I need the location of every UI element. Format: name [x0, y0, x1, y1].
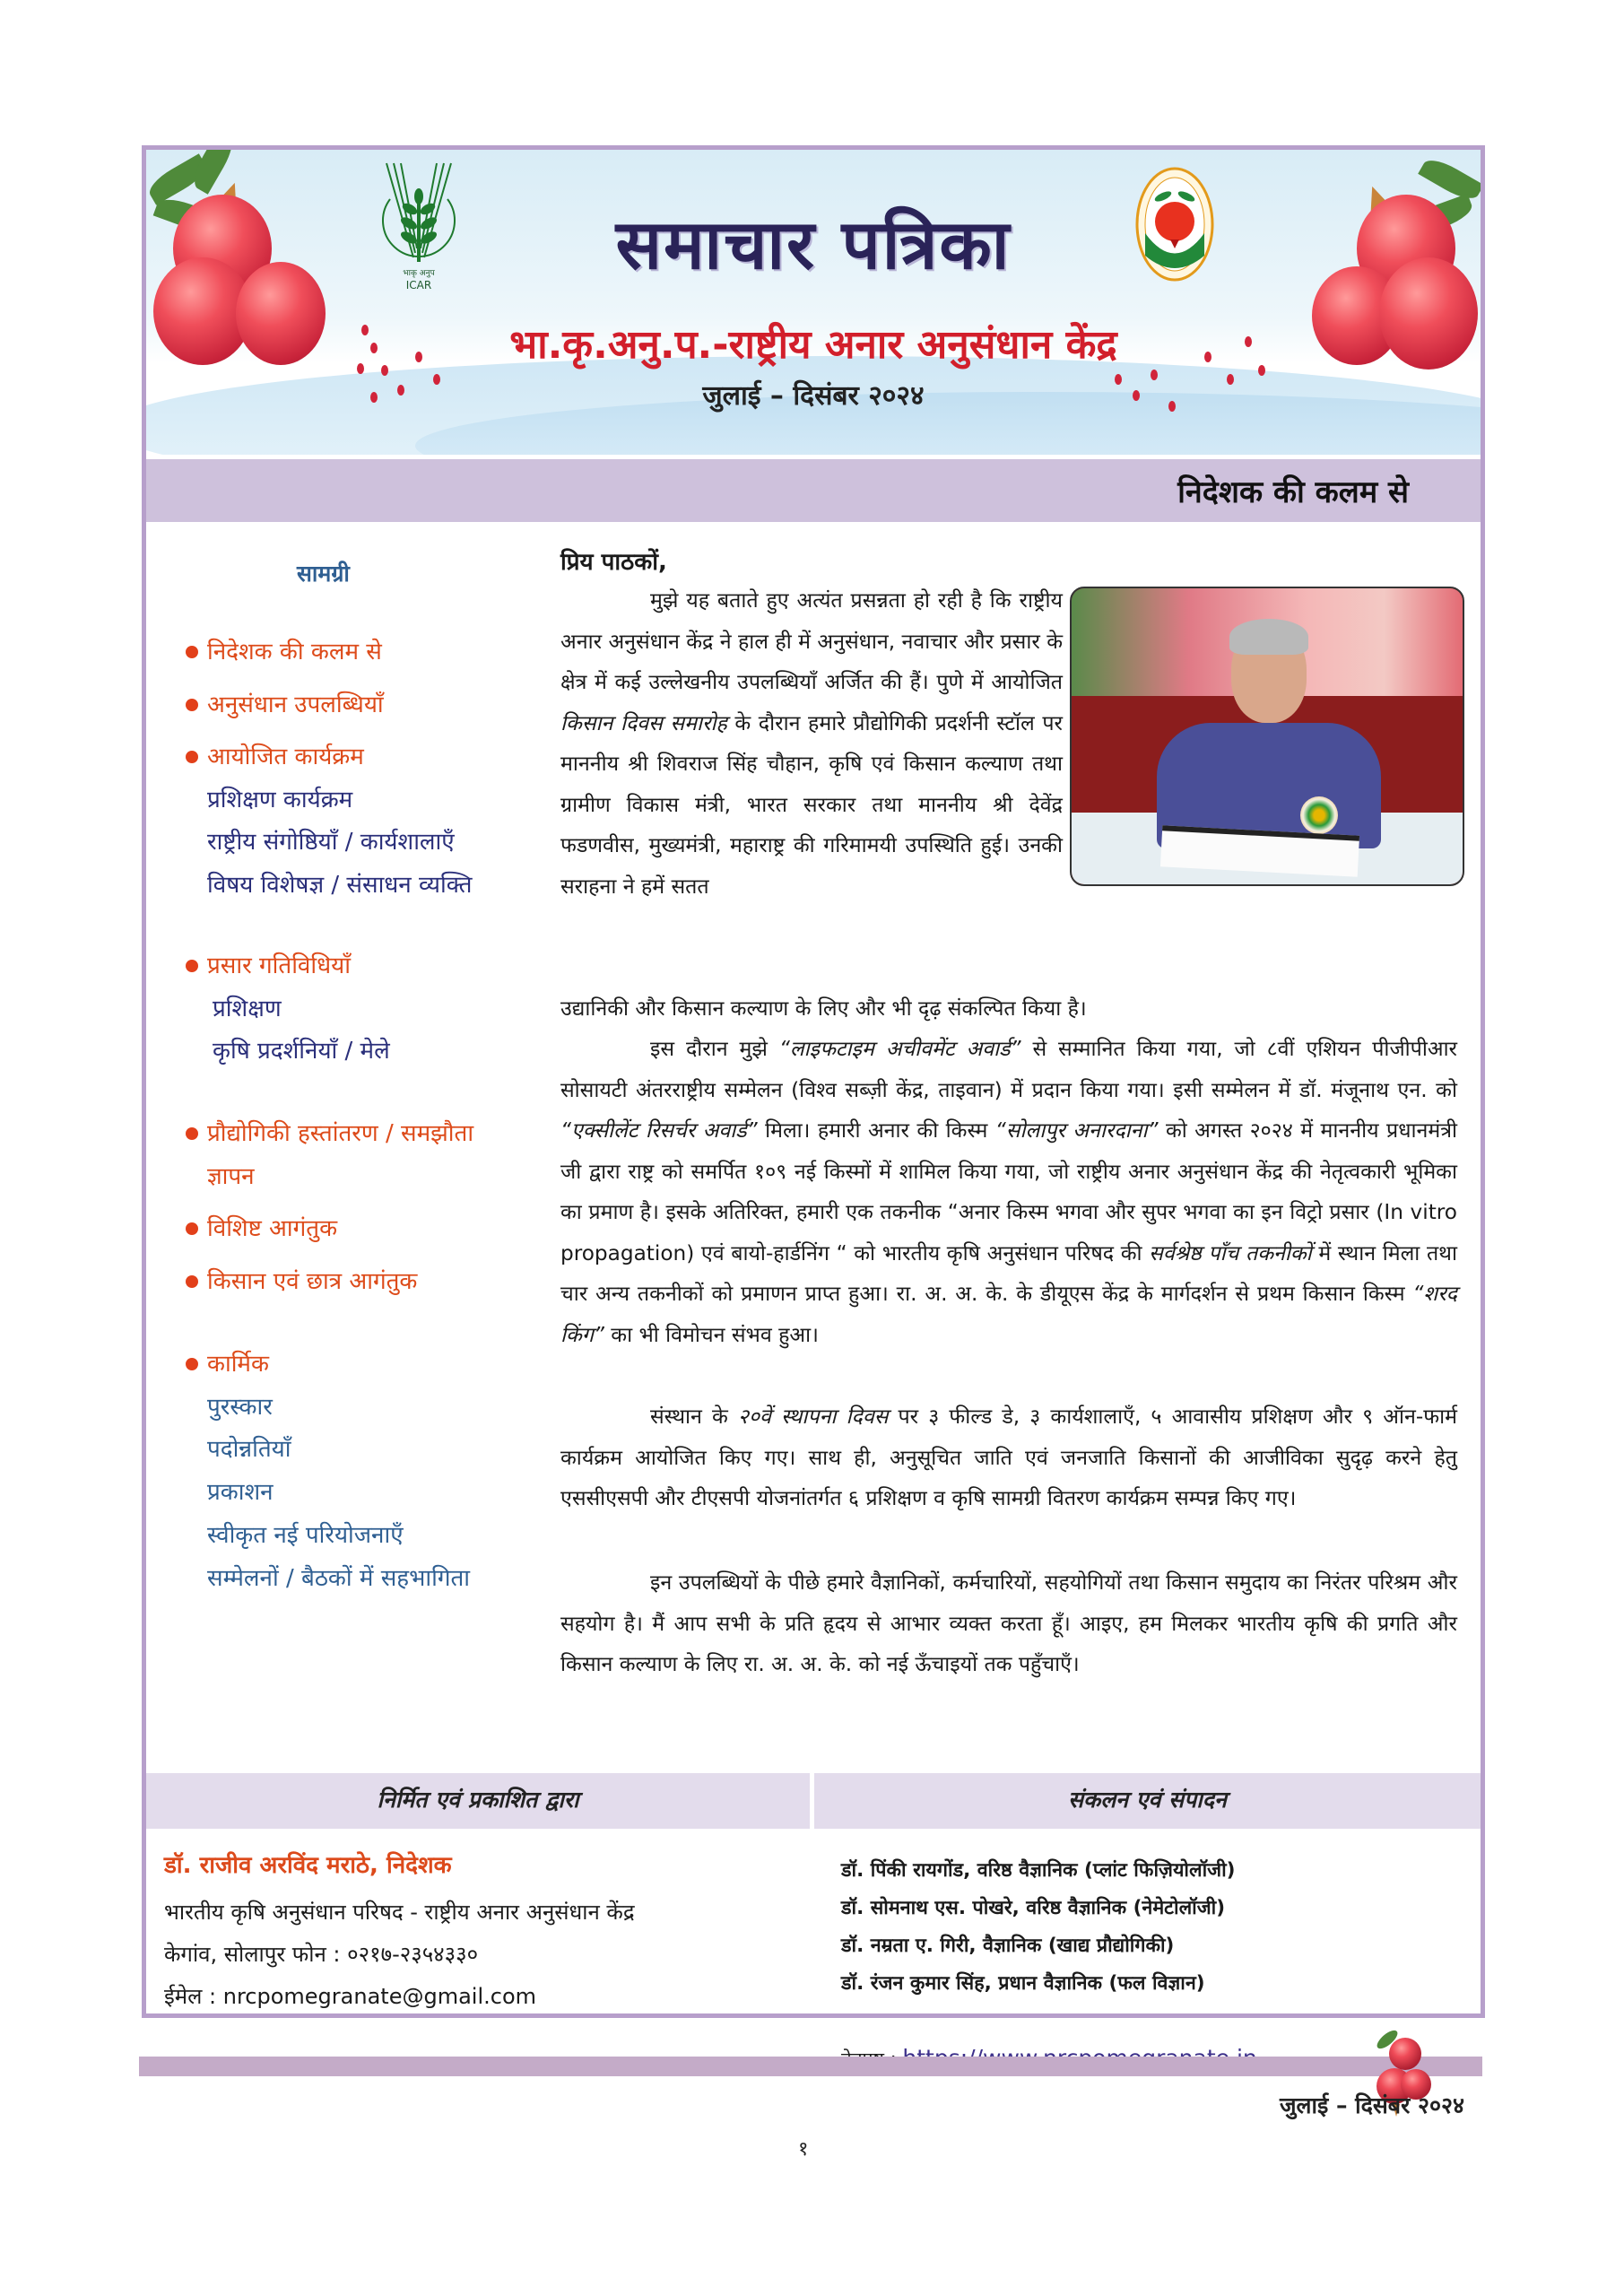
- newsletter-title: समाचार पत्रिका: [615, 204, 1012, 284]
- editing-bar: [814, 1773, 1481, 1829]
- toc-item[interactable]: [207, 1266, 417, 1297]
- toc-item-label: प्रसार गतिविधियाँ: [207, 952, 351, 979]
- letter-text: का भी विमोचन संभव हुआ।: [604, 1322, 819, 1347]
- toc-item[interactable]: [207, 637, 382, 667]
- page-number: १: [798, 2138, 809, 2161]
- rosette-badge-icon: [1300, 796, 1338, 834]
- toc-item-label: किसान एवं छात्र आगंतुक: [207, 1268, 418, 1295]
- footer-issue-period: जुलाई – दिसंबर २०२४: [1279, 2092, 1464, 2118]
- toc-item-label: प्रौद्योगिकी हस्तांतरण / समझौता: [207, 1120, 474, 1147]
- letter-text: से सम्मानित किया गया, जो ८वीं एशियन पीजीपीआर सोसायटी अंतरराष्ट्रीय सम्मेलन (विश्व सब्ज़ी केंद्र, ताइवान) में प्रदान किया गया। इसी सम्मेलन में डॉ. मंजूनाथ एन. को: [560, 1037, 1458, 1102]
- letter-text: मिला। हमारी अनार की किस्म: [757, 1118, 995, 1143]
- section-heading: निदेशक की कलम से: [1177, 474, 1409, 510]
- toc-item[interactable]: [207, 1213, 337, 1244]
- editor-line: डॉ. पिंकी रायगोंड, वरिष्ठ वैज्ञानिक (प्लांट फिज़ियोलॉजी): [841, 1859, 1236, 1882]
- toc-subitem[interactable]: सम्मेलनों / बैठकों में सहभागिता: [207, 1565, 471, 1592]
- bullet-icon: [186, 751, 198, 763]
- toc-item-label: निदेशक की कलम से: [207, 639, 382, 665]
- toc-item-label: आयोजित कार्यक्रम: [207, 744, 364, 770]
- bullet-icon: [186, 1358, 198, 1370]
- published-by-heading: निर्मित एवं प्रकाशित द्वारा: [377, 1787, 579, 1813]
- publisher-address: केगांव, सोलापुर फोन : ०२१७-२३५४३३०: [164, 1942, 479, 1967]
- publisher-name: डॉ. राजीव अरविंद मराठे, निदेशक: [164, 1852, 452, 1879]
- toc-item[interactable]: [207, 690, 384, 720]
- masthead-banner: [146, 150, 1481, 455]
- toc-item[interactable]: [207, 951, 351, 981]
- letter-emphasis: “एक्सीलेंट रिसर्चर अवार्ड”: [560, 1118, 758, 1143]
- letter-salutation: प्रिय पाठकों,: [560, 549, 667, 576]
- page-footer-bar: [139, 2057, 1482, 2076]
- letter-emphasis: सर्वश्रेष्ठ पाँच तकनीकों: [1149, 1240, 1312, 1265]
- toc-item[interactable]: [207, 1349, 269, 1379]
- letter-paragraph-4: इन उपलब्धियों के पीछे हमारे वैज्ञानिकों, कर्मचारियों, सहयोगियों तथा किसान समुदाय का निरंतर परिश्रम और सहयोग है। मैं आप सभी के प्रति हृदय से आभार व्यक्त करता हूँ। आइए, हम मिलकर भारतीय कृषि की प्रगति और किसान कल्याण के लिए रा. अ. अ. के. को नई ऊँचाइयों तक पहुँचाएँ।: [560, 1570, 1457, 1676]
- bullet-icon: [186, 960, 198, 972]
- letter-text: को अगस्त २०२४ में माननीय प्रधानमंत्री जी द्वारा राष्ट्र को समर्पित १०९ नई किस्मों में शामिल किया गया, जो राष्ट्रीय अनार अनुसंधान केंद्र की नेतृत्वकारी भूमिका का प्रमाण है। इसके अतिरिक्त, हमारी एक तकनीक “अनार किस्म भगवा और सुपर भगवा का इन विट्रो प्रसार (In vitro propagation) एवं बायो-हार्डनिंग “ को भारतीय कृषि अनुसंधान परिषद की: [560, 1118, 1457, 1265]
- toc-title: सामग्री: [297, 561, 350, 587]
- issue-period: जुलाई – दिसंबर २०२४: [702, 380, 925, 412]
- letter-emphasis: “शरद किंग”: [560, 1282, 1457, 1347]
- editor-line: डॉ. सोमनाथ एस. पोखरे, वरिष्ठ वैज्ञानिक (नेमेटोलॉजी): [841, 1897, 1226, 1919]
- letter-paragraph-3: [560, 1396, 1457, 1519]
- toc-item[interactable]: [207, 1118, 473, 1149]
- toc-item-label: कार्मिक: [207, 1351, 269, 1378]
- toc-item[interactable]: [207, 742, 364, 772]
- toc-subitem[interactable]: कृषि प्रदर्शनियाँ / मेले: [213, 1038, 390, 1065]
- letter-text: में स्थान मिला तथा चार अन्य तकनीकों को प्रमाणन प्राप्त हुआ। रा. अ. अ. के. के डीयूएस केंद्र के मार्गदर्शन से प्रथम किसान किस्म: [560, 1240, 1457, 1306]
- toc-subitem[interactable]: राष्ट्रीय संगोष्ठियाँ / कार्यशालाएँ: [207, 829, 455, 856]
- institute-name: भा.कृ.अनु.प.-राष्ट्रीय अनार अनुसंधान केंद्र: [509, 322, 1117, 368]
- letter-emphasis: “लाइफटाइम अचीवमेंट अवार्ड”: [778, 1037, 1021, 1061]
- letter-text: इस दौरान मुझे: [650, 1037, 779, 1061]
- page-frame: [142, 145, 1485, 2018]
- bullet-icon: [186, 1127, 198, 1140]
- toc-subitem[interactable]: पुरस्कार: [207, 1394, 273, 1421]
- letter-emphasis: किसान दिवस समारोह: [560, 710, 727, 735]
- toc-subitem[interactable]: प्रशिक्षण कार्यक्रम: [207, 787, 353, 813]
- published-by-bar: [146, 1773, 810, 1829]
- letter-text: मुझे यह बताते हुए अत्यंत प्रसन्नता हो रही है कि राष्ट्रीय अनार अनुसंधान केंद्र ने हाल ही में अनुसंधान, नवाचार और प्रसार के क्षेत्र में कई उल्लेखनीय उपलब्धियाँ अर्जित की हैं। पुणे में आयोजित: [560, 588, 1063, 694]
- letter-paragraph-1-end: उद्यानिकी और किसान कल्याण के लिए और भी दृढ़ संकल्पित किया है।: [560, 996, 1087, 1021]
- icar-logo-hindi: भाकृ अनुप: [403, 269, 435, 278]
- photo-person-hair: [1229, 619, 1308, 655]
- letter-text: संस्थान के: [650, 1405, 738, 1429]
- toc-item-label: विशिष्ट आगंतुक: [207, 1215, 338, 1242]
- icar-logo-english: ICAR: [405, 279, 432, 291]
- letter-text: के दौरान हमारे प्रौद्योगिकी प्रदर्शनी स्टॉल पर माननीय श्री शिवराज सिंह चौहान, कृषि एवं किसान कल्याण तथा ग्रामीण विकास मंत्री, भारत सरकार तथा माननीय श्री देवेंद्र फडणवीस, मुख्यमंत्री, महाराष्ट्र की गरिमामयी उपस्थिति हुई। उनकी सराहना ने हमें सतत: [560, 710, 1063, 899]
- letter-emphasis: २०वें स्थापना दिवस: [737, 1405, 889, 1429]
- toc-subitem[interactable]: पदोन्नतियाँ: [207, 1436, 291, 1463]
- letter-emphasis: “सोलापुर अनारदाना”: [994, 1118, 1159, 1143]
- letter-paragraph-2: [560, 1029, 1457, 1355]
- toc-subitem[interactable]: स्वीकृत नई परियोजनाएँ: [207, 1522, 404, 1549]
- bullet-icon: [186, 1222, 198, 1235]
- letter-text: पर ३ फील्ड डे, ३ कार्यशालाएँ, ५ आवासीय प्रशिक्षण और ९ ऑन-फार्म कार्यक्रम आयोजित किए गए। साथ ही, अनुसूचित जाति एवं जनजाति किसानों की आजीविका सुदृढ़ करने हेतु एससीएसपी और टीएसपी योजनांतर्गत ६ प्रशिक्षण व कृषि सामग्री वितरण कार्यक्रम सम्पन्न किए गए।: [560, 1405, 1457, 1510]
- toc-subitem[interactable]: प्रशिक्षण: [213, 996, 282, 1022]
- bullet-icon: [186, 646, 198, 658]
- toc-item-continued[interactable]: ज्ञापन: [207, 1163, 255, 1190]
- editor-line: डॉ. रंजन कुमार सिंह, प्रधान वैज्ञानिक (फल विज्ञान): [841, 1972, 1205, 1995]
- toc-item-label: अनुसंधान उपलब्धियाँ: [207, 691, 384, 718]
- toc-subitem[interactable]: प्रकाशन: [207, 1479, 274, 1506]
- bullet-icon: [186, 1275, 198, 1288]
- toc-subitem[interactable]: विषय विशेषज्ञ / संसाधन व्यक्ति: [207, 872, 473, 899]
- letter-paragraph-1: [560, 580, 1063, 907]
- editor-line: डॉ. नम्रता ए. गिरी, वैज्ञानिक (खाद्य प्रौद्योगिकी): [841, 1935, 1175, 1957]
- bullet-icon: [186, 699, 198, 711]
- section-heading-bar: [146, 459, 1481, 522]
- publisher-organization: भारतीय कृषि अनुसंधान परिषद - राष्ट्रीय अनार अनुसंधान केंद्र: [164, 1900, 635, 1925]
- editing-heading: संकलन एवं संपादन: [1068, 1787, 1227, 1813]
- director-photo: [1070, 587, 1464, 886]
- publisher-email[interactable]: ईमेल : nrcpomegranate@gmail.com: [164, 1984, 537, 2009]
